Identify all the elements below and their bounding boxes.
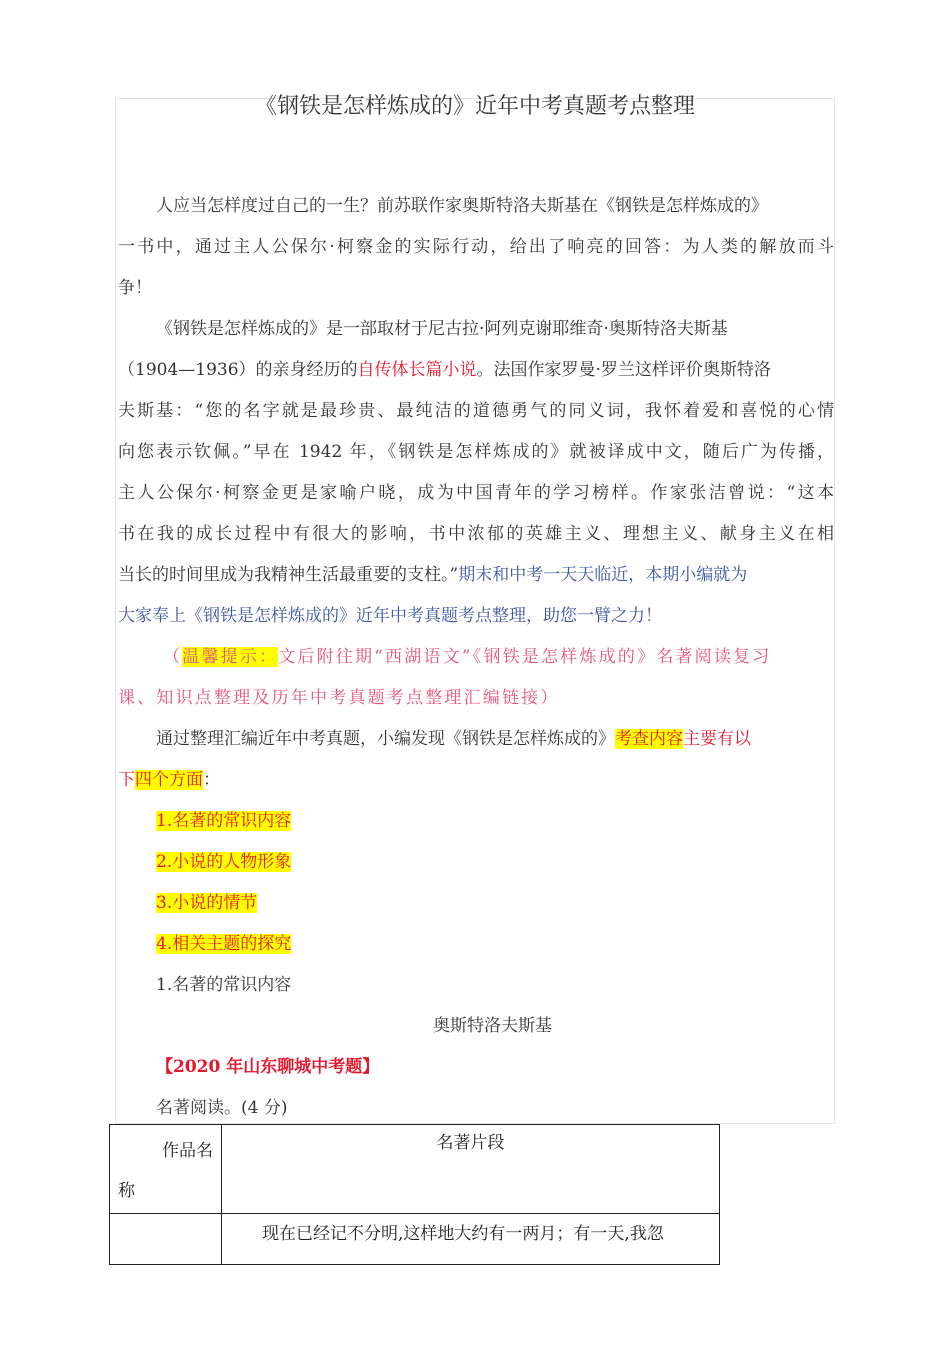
- promo-text-2: 大家奉上《钢铁是怎样炼成的》近年中考真题考点整理，助您一臂之力！: [118, 606, 662, 626]
- exam-label: 【2020 年山东聊城中考题】: [156, 1057, 380, 1077]
- intro-line-1: 人应当怎样度过自己的一生？前苏联作家奥斯特洛夫斯基在《钢铁是怎样炼成的》: [156, 196, 768, 216]
- table-header-excerpt: 名著片段: [222, 1125, 720, 1214]
- summary-red-2: 下: [118, 770, 135, 790]
- para2-line-1: 《钢铁是怎样炼成的》是一部取材于尼古拉·阿列克谢耶维奇·奥斯特洛夫斯基: [156, 319, 728, 339]
- aspect-item-4-text: 4.相关主题的探究: [156, 934, 292, 954]
- para2-line-5: 主人公保尔·柯察金更是家喻户晓，成为中国青年的学习榜样。作家张洁曾说：“这本: [118, 483, 834, 503]
- aspect-item-1: [156, 808, 834, 834]
- summary-line-2: [118, 767, 834, 793]
- tip-line-2: 课、知识点整理及历年中考真题考点整理汇编链接）: [118, 688, 560, 708]
- excerpt-table: [109, 1124, 720, 1265]
- genre-highlight: 自传体长篇小说: [357, 360, 477, 380]
- table-row: [110, 1214, 720, 1265]
- table-cell-work-name: [110, 1214, 222, 1265]
- summary-end: ：: [203, 770, 220, 790]
- tip-open: （: [163, 647, 183, 667]
- summary-red-1: 主要有以: [683, 729, 751, 749]
- summary-highlight-scope: 考查内容: [615, 729, 683, 749]
- question-text: 名著阅读。(4 分): [156, 1098, 288, 1118]
- para2-line-4: 向您表示钦佩。”早在 1942 年，《钢铁是怎样炼成的》就被译成中文，随后广为传播，: [118, 442, 834, 462]
- tip-line-1: [163, 644, 834, 670]
- author-line: 奥斯特洛夫斯基: [433, 1016, 552, 1036]
- header-work-name-line-1: 作品名: [162, 1141, 213, 1161]
- para2-line-2a: （1904—1936）的亲身经历的: [118, 360, 358, 380]
- aspect-item-4: [156, 931, 834, 957]
- intro-line-3: 争！: [118, 278, 152, 298]
- header-work-name-line-2: 称: [118, 1181, 135, 1201]
- summary-highlight-four: 四个方面: [135, 770, 203, 790]
- table-row: [110, 1125, 720, 1214]
- aspect-item-2-text: 2.小说的人物形象: [156, 852, 292, 872]
- para2-line-6: 书在我的成长过程中有很大的影响，书中浓郁的英雄主义、理想主义、献身主义在相: [118, 524, 834, 544]
- para2-line-2: [118, 357, 834, 383]
- para2-line-2b: 。法国作家罗曼·罗兰这样评价奥斯特洛: [476, 360, 771, 380]
- aspect-item-3-text: 3.小说的情节: [156, 893, 258, 913]
- para2-line-7: [118, 562, 834, 588]
- para2-line-3: 夫斯基：“您的名字就是最珍贵、最纯洁的道德勇气的同义词，我怀着爱和喜悦的心情: [118, 401, 834, 421]
- aspect-item-3: [156, 890, 834, 916]
- para2-line-7a: 当长的时间里成为我精神生活最重要的支柱。”: [118, 565, 459, 585]
- tip-label: 温馨提示：: [182, 647, 279, 667]
- summary-text: 通过整理汇编近年中考真题，小编发现《钢铁是怎样炼成的》: [156, 729, 615, 749]
- aspect-item-1-text: 1.名著的常识内容: [156, 811, 292, 831]
- document-title: 《钢铁是怎样炼成的》近年中考真题考点整理: [254, 94, 695, 119]
- summary-line-1: [156, 726, 834, 752]
- intro-line-2: 一书中，通过主人公保尔·柯察金的实际行动，给出了响亮的回答：为人类的解放而斗: [118, 237, 834, 257]
- promo-text-1: 期末和中考一天天临近，本期小编就为: [458, 565, 748, 585]
- table-cell-excerpt: 现在已经记不分明,这样地大约有一两月；有一天,我忽: [222, 1214, 720, 1265]
- aspect-item-2: [156, 849, 834, 875]
- section-heading: 1.名著的常识内容: [156, 975, 292, 995]
- tip-text-1: 文后附往期“西湖语文”《钢铁是怎样炼成的》名著阅读复习: [278, 647, 772, 667]
- table-header-work-name: [110, 1125, 222, 1214]
